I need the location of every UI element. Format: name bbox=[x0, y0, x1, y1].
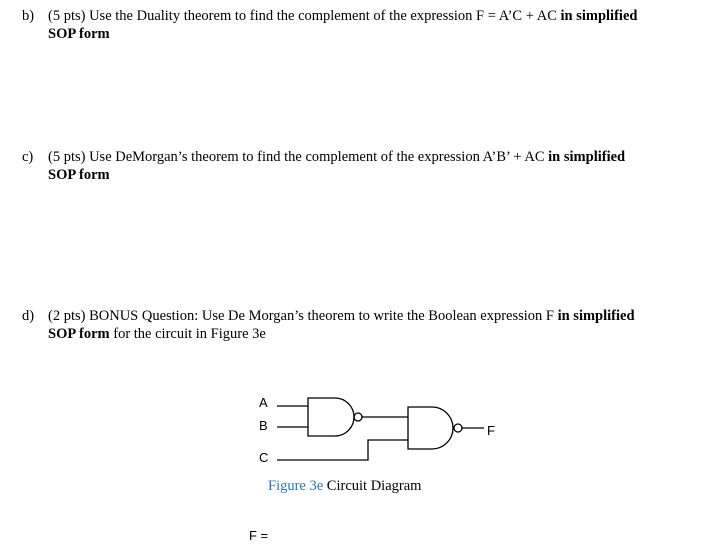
question-d bbox=[22, 307, 702, 343]
output-label-f: F bbox=[487, 423, 495, 438]
answer-label: F = bbox=[249, 528, 269, 543]
wire-c bbox=[277, 440, 408, 460]
nand-gate bbox=[308, 398, 354, 436]
nand-bubble bbox=[354, 413, 362, 421]
question-c-bold-2: SOP form bbox=[48, 167, 110, 183]
and-gate bbox=[408, 407, 453, 449]
input-label-c: C bbox=[259, 450, 269, 465]
circuit-diagram bbox=[250, 392, 520, 472]
question-b-bold-1: in simplified bbox=[560, 8, 638, 24]
question-b-bold-2: SOP form bbox=[48, 26, 110, 42]
question-c-text bbox=[48, 148, 702, 184]
input-label-a: A bbox=[259, 395, 268, 410]
question-c-prefix: (5 pts) Use DeMorgan’s theorem to find the complement of the expression A’B’ + AC bbox=[48, 149, 549, 165]
input-label-b: B bbox=[259, 418, 268, 433]
question-d-bold-1: in simplified bbox=[557, 308, 635, 324]
figure-caption-text: Circuit Diagram bbox=[323, 478, 422, 494]
question-b-text bbox=[48, 7, 702, 43]
circuit-diagram-svg bbox=[250, 392, 520, 472]
question-b bbox=[22, 7, 702, 43]
figure-caption-number: Figure 3e bbox=[268, 478, 324, 494]
question-c-letter: c) bbox=[22, 149, 34, 165]
question-c bbox=[22, 148, 702, 184]
question-d-suffix: for the circuit in Figure 3e bbox=[109, 326, 266, 342]
question-d-text bbox=[48, 307, 702, 343]
figure-caption bbox=[268, 477, 421, 495]
question-b-prefix: (5 pts) Use the Duality theorem to find the complement of the expression F = A’C + AC bbox=[48, 8, 561, 24]
question-b-letter: b) bbox=[22, 8, 35, 24]
question-d-bold-2: SOP form bbox=[48, 326, 110, 342]
output-bubble bbox=[454, 424, 462, 432]
question-d-letter: d) bbox=[22, 308, 35, 324]
question-d-prefix: (2 pts) BONUS Question: Use De Morgan’s theorem to write the Boolean expression F bbox=[48, 308, 558, 324]
question-c-bold-1: in simplified bbox=[548, 149, 626, 165]
